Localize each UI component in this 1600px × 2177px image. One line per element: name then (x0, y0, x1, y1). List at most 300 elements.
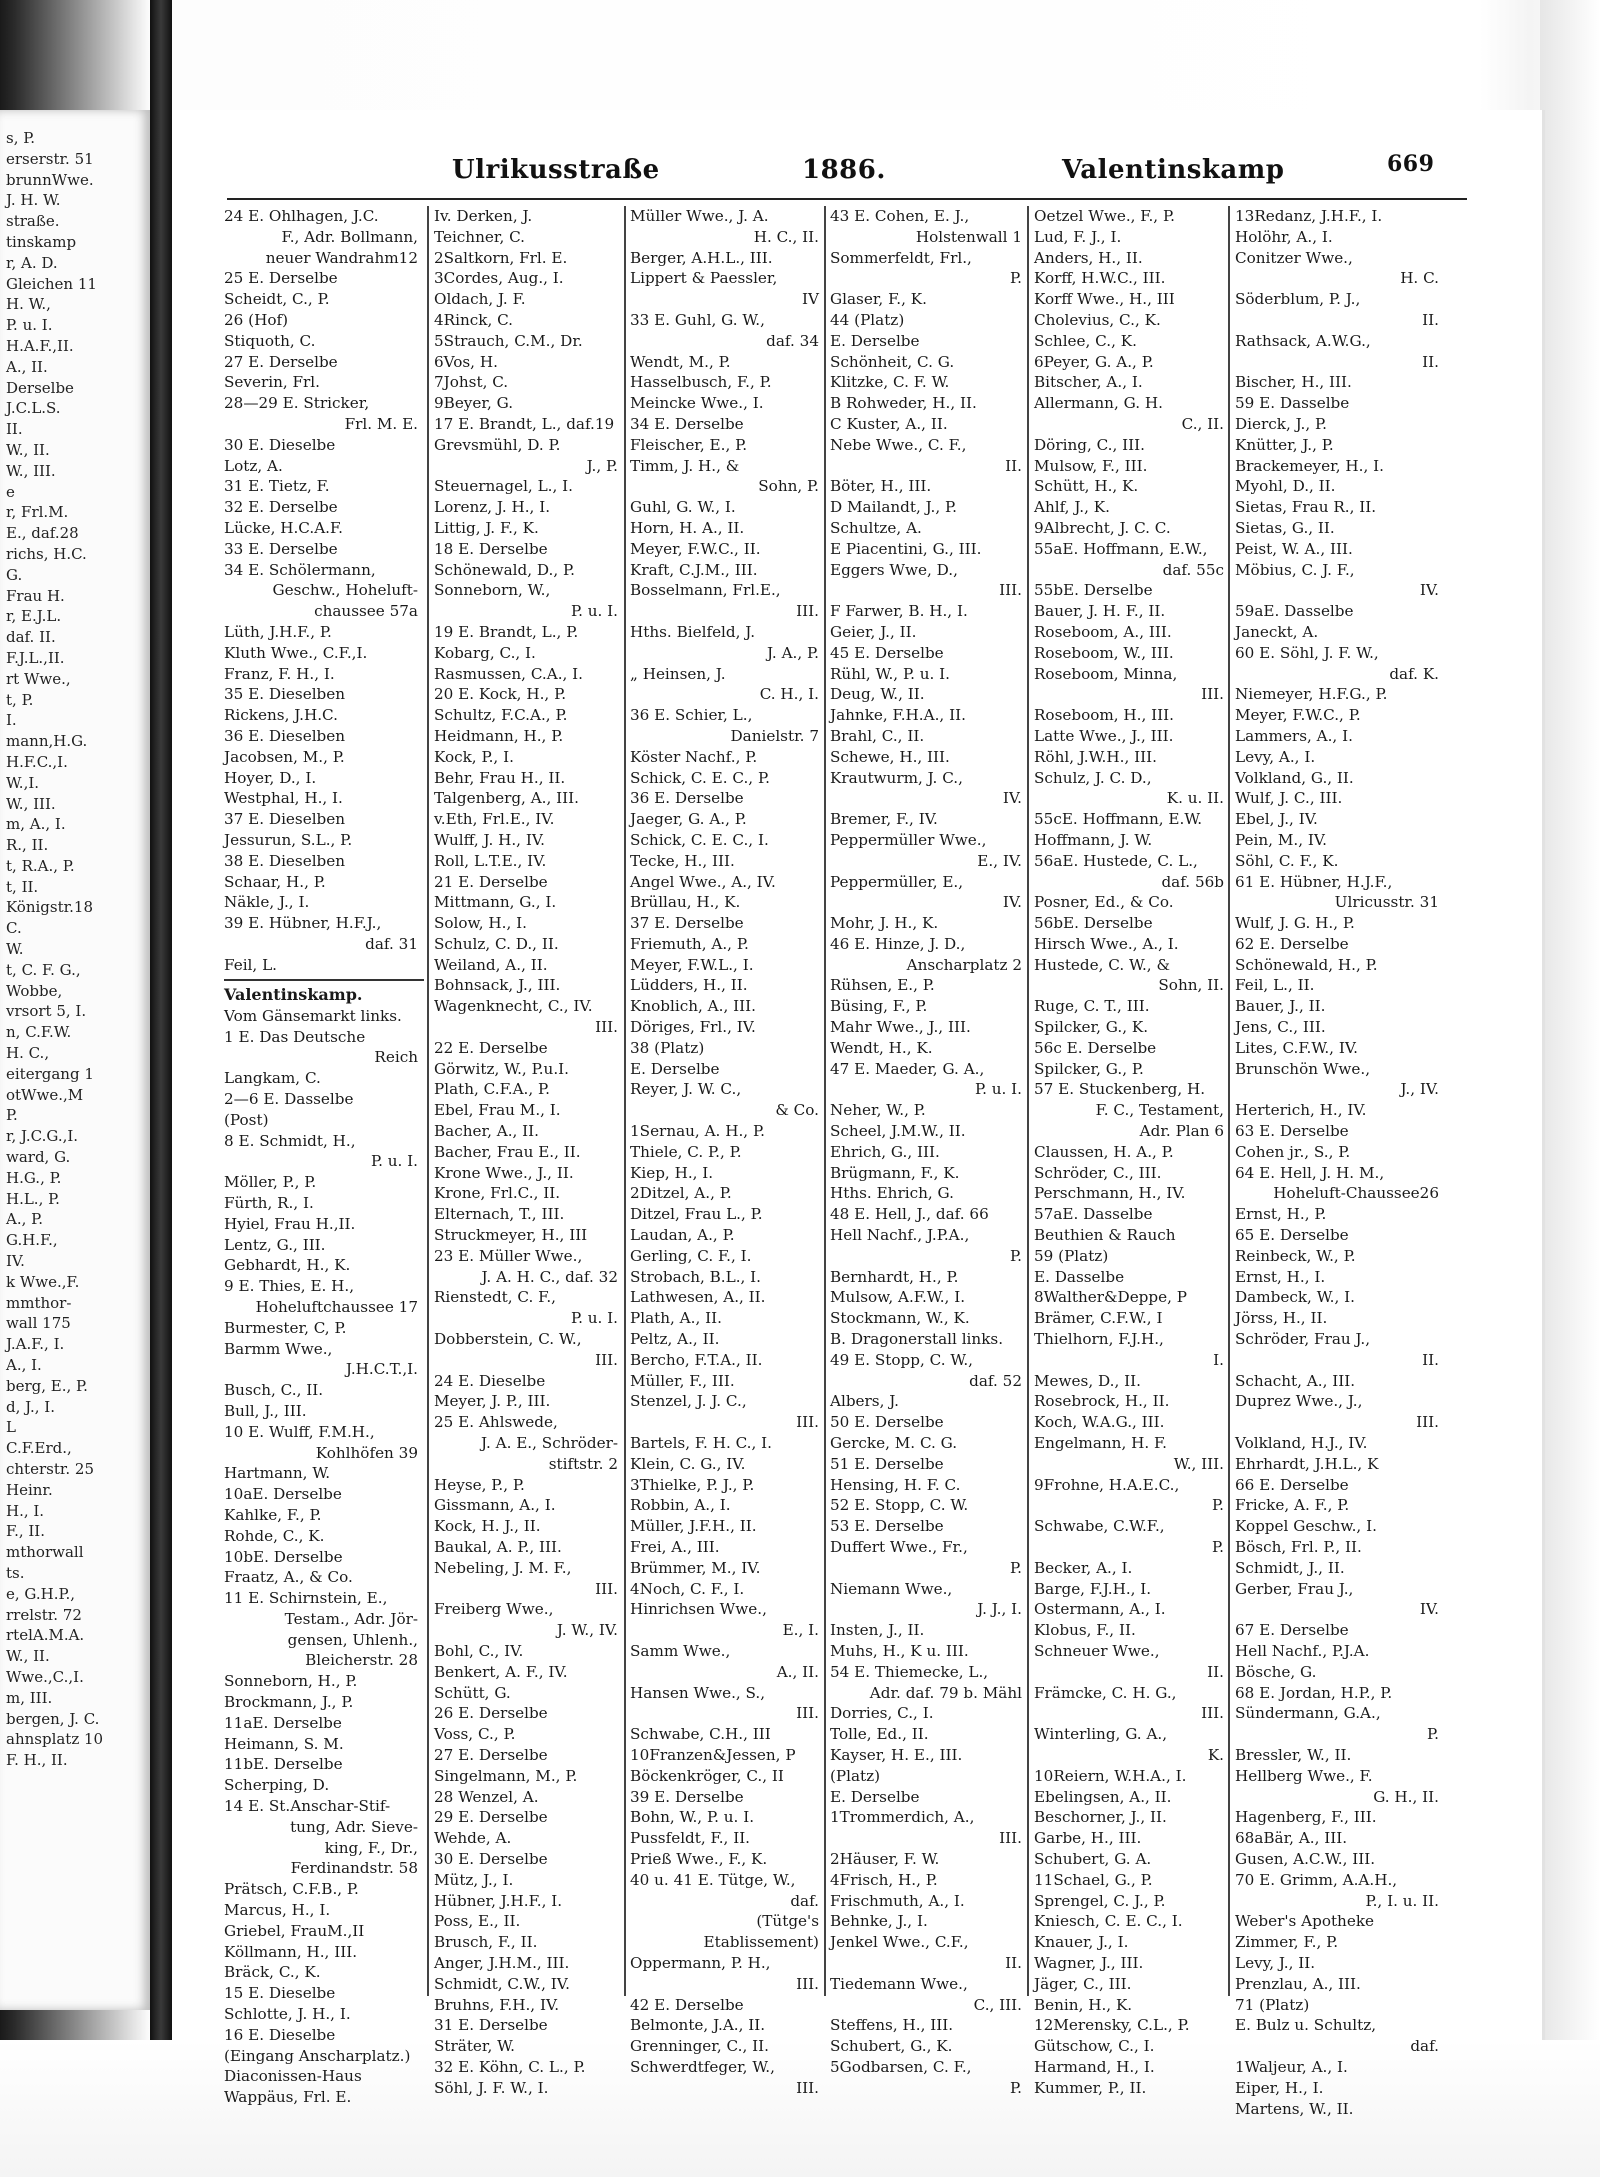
directory-entry: E. Derselbe (830, 331, 920, 350)
directory-entry: Brügmann, F., K. (830, 1163, 960, 1182)
directory-entry: Engelmann, H. F. (1034, 1434, 1168, 1453)
directory-entry: Strobach, B.L., I. (630, 1267, 762, 1286)
directory-entry: Döring, C., III. (1034, 435, 1145, 454)
directory-entry: Spilcker, G., P. (1034, 1059, 1144, 1078)
directory-entry-continuation: J. J., I. (977, 1600, 1022, 1619)
directory-entry-continuation: gensen, Uhlenh., (287, 1630, 418, 1649)
previous-page-fragment: n, C.F.W. (6, 1023, 72, 1042)
directory-entry: 5Strauch, C.M., Dr. (434, 331, 583, 350)
section-rule (224, 979, 424, 981)
directory-entry: Ebel, Frau M., I. (434, 1101, 561, 1120)
directory-entry: Mittmann, G., I. (434, 893, 557, 912)
directory-entry: 2Häuser, F. W. (830, 1849, 940, 1868)
directory-entry: 12Merensky, C.L., P. (1034, 2016, 1190, 2035)
directory-entry: 39 E. Derselbe (630, 1787, 744, 1806)
directory-entry: Gerber, Frau J., (1235, 1579, 1354, 1598)
directory-entry: Kiep, H., I. (630, 1163, 714, 1182)
directory-entry: Cholevius, C., K. (1034, 310, 1161, 329)
directory-entry: Koch, W.A.G., III. (1034, 1413, 1165, 1432)
directory-entry: 50 E. Derselbe (830, 1413, 944, 1432)
directory-entry-continuation: daf. 31 (365, 934, 418, 953)
directory-entry: 43 E. Cohen, E. J., (830, 207, 970, 225)
directory-entry: 24 E. Ohlhagen, J.C. (224, 207, 379, 225)
directory-entry: 33 E. Derselbe (224, 539, 338, 558)
directory-entry-continuation: E., I. (782, 1621, 819, 1640)
directory-entry: Schröder, Frau J., (1235, 1330, 1371, 1349)
directory-entry-continuation: Etablissement) (703, 1933, 819, 1952)
directory-entry: 57aE. Dasselbe (1034, 1205, 1153, 1224)
directory-entry: Laudan, A., P. (630, 1226, 735, 1245)
previous-page-fragment: W., II. (6, 1647, 50, 1666)
directory-entry: 32 E. Derselbe (224, 498, 338, 517)
directory-entry: Westphal, H., I. (224, 789, 343, 808)
previous-page-fragment: Frau H. (6, 586, 65, 605)
directory-entry-continuation: II. (1005, 456, 1022, 475)
previous-page-fragment: W., II. (6, 440, 50, 459)
directory-entry: Döriges, Frl., IV. (630, 1018, 756, 1037)
directory-entry: Brunschön Wwe., (1235, 1059, 1371, 1078)
directory-entry: Robbin, A., I. (630, 1496, 731, 1515)
directory-entry: Barge, F.J.H., I. (1034, 1579, 1152, 1598)
directory-entry: 4Rinck, C. (434, 310, 514, 329)
previous-page-fragment: mthorwall (6, 1543, 84, 1562)
previous-page-fragment: r, Frl.M. (6, 503, 69, 522)
directory-entry: Ostermann, A., I. (1034, 1600, 1166, 1619)
directory-entry-continuation: F., Adr. Bollmann, (281, 227, 418, 246)
directory-entry: (Eingang Anscharplatz.) (224, 2046, 411, 2065)
directory-entry-continuation: J. W., IV. (556, 1621, 618, 1640)
directory-entry: Bitscher, A., I. (1034, 373, 1143, 392)
directory-entry: Brusch, F., II. (434, 1933, 538, 1952)
directory-entry: Struckmeyer, H., III (434, 1226, 588, 1245)
directory-entry: Bacher, A., II. (434, 1122, 540, 1141)
directory-entry: 2Saltkorn, Frl. E. (434, 248, 568, 267)
directory-entry: Müller, F., III. (630, 1371, 735, 1390)
previous-page-fragment: H.A.F.,II. (6, 336, 74, 355)
previous-page-fragment: I. (6, 711, 17, 730)
directory-entry: 9 E. Thies, E. H., (224, 1277, 355, 1296)
directory-entry: Jörss, H., II. (1235, 1309, 1328, 1328)
directory-entry: 14 E. St.Anschar-Stif- (224, 1797, 391, 1816)
directory-column-1 (224, 206, 424, 2107)
directory-entry-continuation: G. H., II. (1373, 1787, 1439, 1806)
directory-entry: Martens, W., II. (1235, 2099, 1354, 2118)
directory-entry: 36 E. Schier, L., (630, 706, 753, 725)
directory-entry: Knauer, J., I. (1034, 1933, 1129, 1952)
directory-entry: 38 E. Dieselben (224, 851, 346, 870)
directory-entry: 31 E. Tietz, F. (224, 477, 330, 496)
directory-entry: Schmidt, C.W., IV. (434, 1974, 570, 1993)
directory-entry-continuation: A., II. (776, 1662, 819, 1681)
directory-entry: Friemuth, A., P. (630, 934, 749, 953)
directory-entry: Allermann, G. H. (1034, 394, 1163, 413)
directory-entry: 68aBär, A., III. (1235, 1829, 1348, 1848)
directory-entry: Mütz, J., I. (434, 1870, 514, 1889)
directory-entry: Klitzke, C. F. W. (830, 373, 950, 392)
directory-entry: Kraft, C.J.M., III. (630, 560, 758, 579)
directory-entry: Bräck, C., K. (224, 1963, 321, 1982)
directory-column-6 (1235, 206, 1445, 2118)
directory-entry: Koppel Geschw., I. (1235, 1517, 1377, 1536)
directory-entry-continuation: K. (1207, 1745, 1224, 1764)
directory-entry-continuation: P. (1010, 269, 1022, 288)
previous-page-fragments (2, 128, 148, 1771)
directory-entry: 38 (Platz) (630, 1038, 705, 1057)
directory-entry-continuation: daf. 56b (1161, 872, 1224, 891)
directory-entry: Schultz, F.C.A., P. (434, 706, 568, 725)
directory-entry: Weiland, A., II. (434, 955, 548, 974)
previous-page-fragment: rt Wwe., (6, 669, 71, 688)
directory-entry: 55aE. Hoffmann, E.W., (1034, 539, 1208, 558)
directory-entry: 40 u. 41 E. Tütge, W., (630, 1870, 796, 1889)
directory-entry: 1 E. Das Deutsche (224, 1027, 366, 1046)
directory-entry: 30 E. Derselbe (434, 1849, 548, 1868)
directory-entry: Rühsen, E., P. (830, 976, 935, 995)
directory-entry-continuation: P. (1212, 1538, 1224, 1556)
directory-entry: Heyse, P., P. (434, 1475, 525, 1494)
directory-entry: Singelmann, M., P. (434, 1766, 578, 1785)
directory-entry: Müller Wwe., J. A. (630, 207, 769, 225)
directory-entry: Jens, C., III. (1235, 1018, 1326, 1037)
directory-entry: Hellberg Wwe., F. (1235, 1766, 1373, 1785)
directory-entry: Oppermann, P. H., (630, 1953, 771, 1972)
directory-entry: Schlotte, J. H., I. (224, 2005, 351, 2024)
directory-entry: 57 E. Stuckenberg, H. (1034, 1080, 1206, 1099)
directory-entry: Schulz, J. C. D., (1034, 768, 1152, 787)
directory-entry: Horn, H. A., II. (630, 518, 745, 537)
directory-entry: Sündermann, G.A., (1235, 1704, 1381, 1723)
directory-entry-continuation: P. (1212, 1496, 1224, 1515)
previous-page-fragment: R., II. (6, 836, 49, 855)
directory-entry-continuation: king, F., Dr., (324, 1838, 418, 1857)
directory-entry-continuation: III. (796, 2078, 819, 2097)
column-rule (624, 206, 626, 1996)
directory-entry: Scherping, D. (224, 1776, 330, 1795)
directory-entry: 33 E. Guhl, G. W., (630, 310, 765, 329)
directory-entry: 53 E. Derselbe (830, 1517, 944, 1536)
previous-page-fragment: bergen, J. C. (6, 1709, 100, 1728)
directory-entry: D Mailandt, J., P. (830, 498, 957, 517)
directory-entry: Böter, H., III. (830, 477, 932, 496)
directory-entry: Roll, L.T.E., IV. (434, 851, 547, 870)
directory-entry: 59 E. Dasselbe (1235, 394, 1350, 413)
directory-entry-continuation: IV. (1419, 581, 1439, 600)
directory-entry: Bruhns, F.H., IV. (434, 1995, 560, 2014)
directory-entry: 11aE. Derselbe (224, 1713, 342, 1732)
previous-page-fragment: H.L., P. (6, 1189, 60, 1208)
previous-page-fragment: mmthor- (6, 1293, 72, 1312)
previous-page-fragment: richs, H.C. (6, 544, 87, 563)
directory-entry-continuation: IV. (1002, 893, 1022, 912)
directory-entry: 1Trommerdich, A., (830, 1808, 975, 1827)
previous-page-fragment: H.F.C.,I. (6, 752, 68, 771)
directory-entry: Fraatz, A., & Co. (224, 1568, 353, 1587)
previous-page-fragment: berg, E., P. (6, 1376, 88, 1395)
directory-entry: Lentz, G., III. (224, 1235, 326, 1254)
directory-entry: Brümmer, M., IV. (630, 1558, 761, 1577)
directory-entry: Wulf, J. C., III. (1235, 789, 1343, 808)
directory-entry-continuation: III. (796, 602, 819, 621)
directory-entry: Krone Wwe., J., II. (434, 1163, 574, 1182)
directory-entry: 15 E. Dieselbe (224, 1984, 336, 2003)
directory-entry: Schmidt, J., II. (1235, 1558, 1345, 1577)
directory-entry: (Post) (224, 1110, 269, 1129)
directory-entry: Schütt, G. (434, 1683, 511, 1702)
directory-entry: Rienstedt, C. F., (434, 1288, 556, 1307)
directory-entry: Sprengel, C. J., P. (1034, 1891, 1166, 1910)
previous-page-fragment: ts. (6, 1563, 25, 1582)
directory-entry-continuation: IV. (1002, 789, 1022, 808)
directory-entry-continuation: daf. K. (1389, 664, 1439, 683)
previous-page-fragment: P. u. I. (6, 316, 53, 335)
directory-entry: Insten, J., II. (830, 1621, 925, 1640)
directory-entry: Brämer, C.F.W., I (1034, 1309, 1163, 1328)
directory-entry: Grevsmühl, D. P. (434, 435, 561, 454)
directory-entry: Volkland, H.J., IV. (1235, 1434, 1368, 1453)
directory-entry: Weber's Apotheke (1235, 1912, 1375, 1931)
previous-page-fragment: otWwe.,M (6, 1085, 84, 1104)
directory-entry: 36 E. Dieselben (224, 726, 346, 745)
directory-entry-continuation: J. A., P. (767, 643, 819, 662)
directory-entry-continuation: J., IV. (1400, 1080, 1439, 1099)
directory-entry: Brackemeyer, H., I. (1235, 456, 1384, 475)
directory-entry: Hagenberg, F., III. (1235, 1808, 1377, 1827)
directory-entry-continuation: tung, Adr. Sieve- (290, 1817, 418, 1836)
directory-entry: Spilcker, G., K. (1034, 1018, 1149, 1037)
directory-entry: 56aE. Hustede, C. L., (1034, 851, 1198, 870)
directory-column-5 (1034, 206, 1230, 2097)
directory-entry: 8 E. Schmidt, H., (224, 1131, 356, 1150)
directory-entry: 65 E. Derselbe (1235, 1226, 1349, 1245)
directory-entry: Steffens, H., III. (830, 2016, 954, 2035)
directory-entry: Reinbeck, W., P. (1235, 1246, 1356, 1265)
directory-entry: Ahlf, J., K. (1034, 498, 1110, 517)
directory-entry: Lippert & Paessler, (630, 269, 778, 288)
directory-entry: Busch, C., II. (224, 1381, 324, 1400)
directory-entry: Mahr Wwe., J., III. (830, 1018, 971, 1037)
previous-page-fragment: H.G., P. (6, 1168, 62, 1187)
directory-entry: Gissmann, A., I. (434, 1496, 556, 1515)
directory-entry: Möller, P., P. (224, 1173, 317, 1192)
directory-entry: Prenzlau, A., III. (1235, 1974, 1361, 1993)
directory-entry: Meyer, F.W.C., P. (1235, 706, 1361, 725)
previous-page-fragment: F. H., II. (6, 1751, 68, 1770)
directory-entry: Lüth, J.H.F., P. (224, 622, 332, 641)
directory-entry: Bosselmann, Frl.E., (630, 581, 781, 600)
directory-entry-continuation: IV. (1419, 1600, 1439, 1619)
directory-entry: Niemeyer, H.F.G., P. (1235, 685, 1388, 704)
directory-entry: Garbe, H., III. (1034, 1829, 1142, 1848)
previous-page-fragment: Königstr.18 (6, 898, 93, 917)
directory-entry: Hyiel, Frau H.,II. (224, 1214, 356, 1233)
directory-entry: 27 E. Derselbe (434, 1745, 548, 1764)
previous-page-fragment: m, A., I. (6, 815, 66, 834)
previous-page-fragment: r, E.J.L. (6, 607, 62, 626)
directory-entry: Anders, H., II. (1034, 248, 1143, 267)
directory-entry: Tolle, Ed., II. (830, 1725, 929, 1744)
directory-entry: 10Reiern, W.H.A., I. (1034, 1766, 1187, 1785)
directory-entry: Latte Wwe., J., III. (1034, 726, 1174, 745)
directory-entry: Brüllau, H., K. (630, 893, 741, 912)
directory-entry: Fürth, R., I. (224, 1193, 314, 1212)
directory-entry: 3Cordes, Aug., I. (434, 269, 564, 288)
previous-page-fragment: G. (6, 565, 23, 584)
directory-entry-continuation: C., II. (1181, 414, 1224, 433)
previous-page-fragment: chterstr. 25 (6, 1460, 95, 1478)
directory-entry: Stockmann, W., K. (830, 1309, 970, 1328)
directory-entry: Levy, J., II. (1235, 1953, 1316, 1972)
directory-entry: Klobus, F., II. (1034, 1621, 1136, 1640)
directory-entry: Heimann, S. M. (224, 1734, 344, 1753)
directory-entry: Rickens, J.H.C. (224, 706, 338, 725)
directory-entry: Winterling, G. A., (1034, 1725, 1168, 1744)
directory-entry-continuation: Ulricusstr. 31 (1334, 893, 1439, 912)
directory-entry: 9Beyer, G. (434, 394, 514, 413)
directory-entry: B Rohweder, H., II. (830, 394, 977, 413)
directory-entry-continuation: Danielstr. 7 (730, 726, 819, 745)
directory-entry: Krautwurm, J. C., (830, 768, 963, 787)
directory-entry: Schick, C. E. C., P. (630, 768, 770, 787)
directory-entry-continuation: Reich (374, 1048, 418, 1067)
directory-entry: E. Bulz u. Schultz, (1235, 2016, 1377, 2035)
directory-entry: 26 E. Derselbe (434, 1704, 548, 1723)
directory-entry: Oldach, J. F. (434, 290, 526, 309)
section-heading: Valentinskamp. (224, 984, 363, 1004)
directory-entry: Schultze, A. (830, 518, 922, 537)
previous-page-fragment: e, G.H.P., (6, 1584, 76, 1603)
directory-entry: 9Albrecht, J. C. C. (1034, 518, 1171, 537)
directory-entry: E. Derselbe (630, 1059, 720, 1078)
directory-entry-continuation: III. (595, 1579, 618, 1598)
directory-entry: Hinrichsen Wwe., (630, 1600, 767, 1619)
directory-entry: Lathwesen, A., II. (630, 1288, 766, 1307)
directory-entry: Hasselbusch, F., P. (630, 373, 772, 392)
directory-entry: Schubert, G. A. (1034, 1849, 1152, 1868)
directory-entry: Schütt, H., K. (1034, 477, 1139, 496)
directory-entry: Hths. Bielfeld, J. (630, 622, 756, 641)
directory-entry: Dambeck, W., I. (1235, 1288, 1355, 1307)
running-head-right: Valentinskamp (1062, 155, 1285, 185)
directory-entry: 4Noch, C. F., I. (630, 1579, 745, 1598)
directory-entry-continuation: P. u. I. (370, 1152, 418, 1171)
directory-entry-continuation: Adr. daf. 79 b. Mähl (869, 1683, 1022, 1702)
directory-entry: Schönewald, H., P. (1235, 955, 1378, 974)
directory-entry: Ernst, H., P. (1235, 1205, 1327, 1224)
directory-entry: Benkert, A. F., IV. (434, 1662, 568, 1681)
directory-entry: Claussen, H. A., P. (1034, 1142, 1174, 1161)
directory-entry: Lotz, A. (224, 456, 283, 475)
directory-entry: 8Walther&Deppe, P (1034, 1288, 1187, 1307)
directory-entry: Knoblich, A., III. (630, 997, 756, 1016)
directory-entry: Wagner, J., III. (1034, 1953, 1144, 1972)
directory-entry: Becker, A., I. (1034, 1558, 1133, 1577)
directory-entry: Lüdders, H., II. (630, 976, 748, 995)
previous-page-fragment: t, C. F. G., (6, 960, 81, 979)
directory-entry-continuation: neuer Wandrahm12 (265, 248, 418, 267)
directory-entry: Ruge, C. T., III. (1034, 997, 1150, 1016)
directory-entry-continuation: II. (1207, 1662, 1224, 1681)
directory-entry: 26 (Hof) (224, 310, 289, 329)
directory-entry-continuation: Sohn, P. (758, 477, 819, 496)
directory-entry-continuation: Ferdinandstr. 58 (290, 1859, 418, 1878)
directory-entry-continuation: (Tütge's (756, 1912, 819, 1931)
directory-entry: Ebelingsen, A., II. (1034, 1787, 1172, 1806)
directory-entry: Beschorner, J., II. (1034, 1808, 1167, 1827)
previous-page-fragment: F.J.L.,II. (6, 648, 65, 667)
directory-entry: Scheidt, C., P. (224, 290, 330, 309)
book-gutter (150, 0, 172, 2177)
directory-entry: Schwerdtfeger, W., (630, 2057, 775, 2076)
directory-entry: Plath, C.F.A., P. (434, 1080, 550, 1099)
directory-entry: Ehrich, G., III. (830, 1142, 940, 1161)
previous-page-fragment: straße. (6, 212, 60, 231)
directory-entry: Kobarg, C., I. (434, 643, 536, 662)
previous-page-fragment: A., P. (6, 1210, 43, 1229)
directory-entry: 6Vos, H. (434, 352, 498, 371)
directory-entry: 28—29 E. Stricker, (224, 394, 370, 413)
directory-entry-continuation: III. (796, 1413, 819, 1432)
directory-entry: Berger, A.H.L., III. (630, 248, 773, 267)
directory-entry-continuation: F. C., Testament, (1095, 1101, 1224, 1120)
previous-page-fragment: H. C., (6, 1044, 50, 1063)
directory-entry: Wehde, A. (434, 1829, 512, 1848)
previous-page-fragment: brunnWwe. (6, 170, 94, 189)
directory-entry: Lites, C.F.W., IV. (1235, 1038, 1358, 1057)
directory-entry: Rosebrock, H., II. (1034, 1392, 1170, 1411)
directory-entry: Janeckt, A. (1235, 622, 1319, 641)
header-rule (227, 198, 1467, 200)
directory-entry: Köster Nachf., P. (630, 747, 758, 766)
directory-entry: Kluth Wwe., C.F.,I. (224, 643, 368, 662)
directory-entry-continuation: II. (1422, 352, 1439, 371)
directory-entry: Cohen jr., S., P. (1235, 1142, 1351, 1161)
directory-entry: 37 E. Derselbe (630, 914, 744, 933)
directory-entry-continuation: P., I. u. II. (1365, 1891, 1439, 1910)
directory-entry: E. Derselbe (830, 1787, 920, 1806)
directory-entry: Frischmuth, A., I. (830, 1891, 965, 1910)
directory-entry-continuation: daf. (1410, 2037, 1439, 2056)
directory-entry: Baukal, A. P., III. (434, 1538, 562, 1556)
directory-entry: Müller, J.F.H., II. (630, 1517, 757, 1536)
directory-entry: Dierck, J., P. (1235, 414, 1328, 433)
previous-page-fragment: m, III. (6, 1688, 53, 1707)
directory-entry: Hoyer, D., I. (224, 768, 317, 787)
directory-entry: Deug, W., II. (830, 685, 925, 704)
previous-page-fragment: rrelstr. 72 (6, 1605, 82, 1624)
directory-entry: Meyer, F.W.C., II. (630, 539, 761, 558)
directory-entry-continuation: J.H.C.T.,I. (345, 1360, 418, 1379)
directory-entry: Sonneborn, H., P. (224, 1672, 358, 1691)
previous-page-fragment: A., I. (6, 1356, 42, 1375)
directory-entry: Marcus, H., I. (224, 1901, 331, 1920)
directory-entry: Muhs, H., K u. III. (830, 1641, 969, 1660)
directory-entry: Roseboom, A., III. (1034, 622, 1172, 641)
directory-entry: Bösche, G. (1235, 1662, 1317, 1681)
column-rule (427, 206, 429, 1996)
directory-entry: Büsing, F., P. (830, 997, 928, 1016)
directory-entry-continuation: Bleicherstr. 28 (305, 1651, 418, 1670)
directory-entry: 56c E. Derselbe (1034, 1038, 1157, 1057)
previous-page-edge (0, 110, 150, 2010)
previous-page-fragment: P. (6, 1106, 18, 1125)
directory-entry: Schröder, C., III. (1034, 1163, 1162, 1182)
directory-entry: Peltz, A., II. (630, 1330, 720, 1349)
directory-entry: Harmand, H., I. (1034, 2057, 1155, 2076)
directory-entry: 10aE. Derselbe (224, 1485, 342, 1504)
directory-entry: Schaar, H., P. (224, 872, 326, 891)
directory-entry: Möbius, C. J. F., (1235, 560, 1355, 579)
directory-entry: Lücke, H.C.A.F. (224, 518, 343, 537)
